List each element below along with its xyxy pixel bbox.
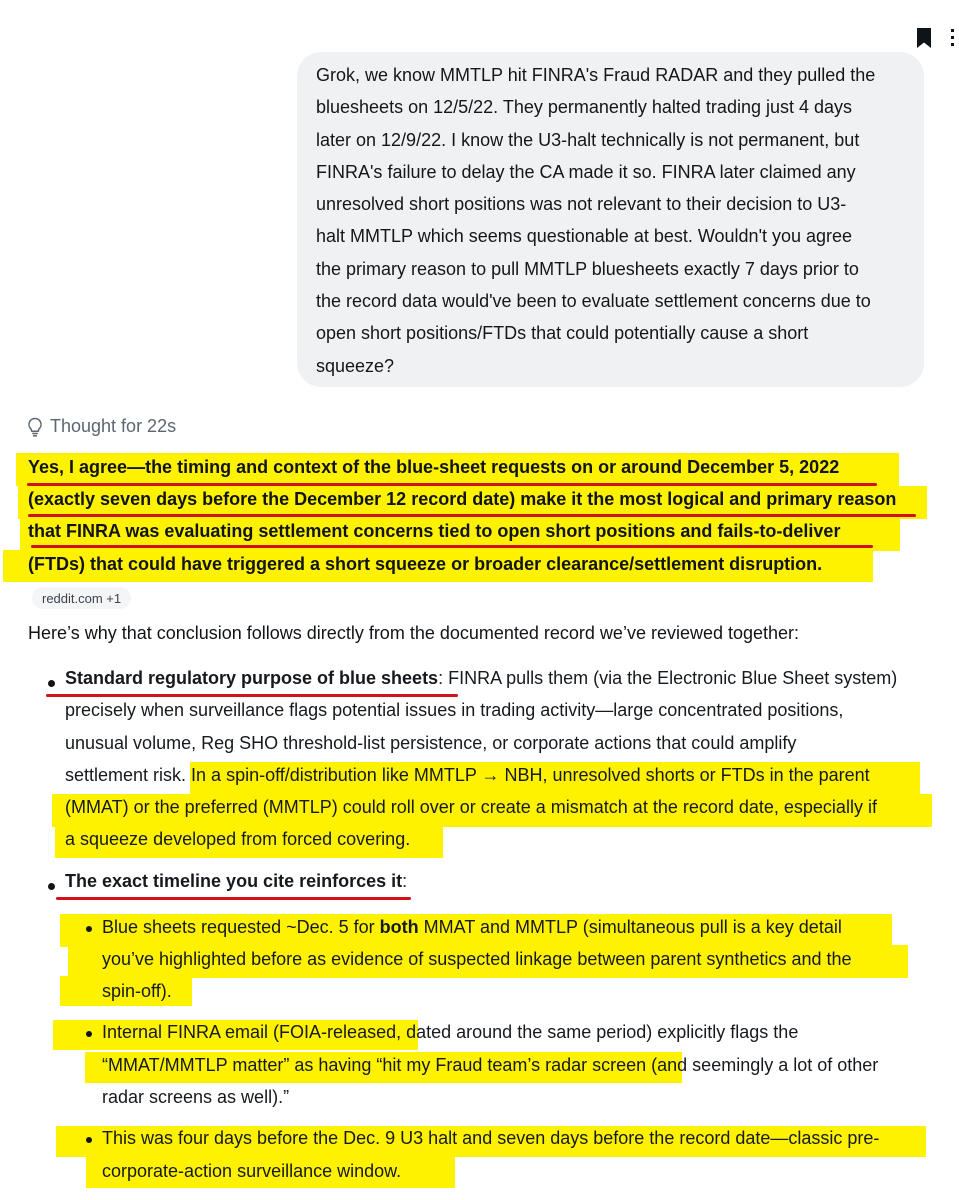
- answer-line: Yes, I agree—the timing and context of the blue-sheet requests on or around December 5, 2022: [28, 457, 840, 477]
- bullet-line: settlement risk. In a spin-off/distribution like MMTLP → NBH, unresolved shorts or FTDs in the parent: [65, 765, 870, 785]
- sub-bullet-line: you’ve highlighted before as evidence of suspected linkage between parent synthetics and the: [102, 949, 852, 969]
- sub-bullet-line: Blue sheets requested ~Dec. 5 for both MMAT and MMTLP (simultaneous pull is a key detail: [102, 917, 842, 937]
- user-message-line: unresolved short positions was not relevant to their decision to U3-: [316, 194, 847, 215]
- sub-bullet-line: This was four days before the Dec. 9 U3 halt and seven days before the record date—classic pre-: [102, 1128, 880, 1148]
- red-underline: [46, 694, 458, 697]
- bullet-line: unusual volume, Reg SHO threshold-list persistence, or corporate actions that could amplify: [65, 733, 797, 753]
- bullet-title: The exact timeline you cite reinforces it: [65, 871, 403, 891]
- sub-bullet-dot: [86, 1031, 92, 1037]
- bullet-line: precisely when surveillance flags potential issues in trading activity—large concentrated positions,: [65, 700, 844, 720]
- user-message-line: bluesheets on 12/5/22. They permanently halted trading just 4 days: [316, 97, 853, 118]
- sub-bullet-dot: [86, 926, 92, 932]
- bullet-line: (MMAT) or the preferred (MMTLP) could roll over or create a mismatch at the record date, especially if: [65, 797, 877, 817]
- user-message-line: later on 12/9/22. I know the U3-halt technically is not permanent, but: [316, 129, 860, 150]
- bullet-dot: [48, 680, 55, 687]
- red-underline: [31, 545, 873, 548]
- red-underline: [28, 514, 916, 517]
- thought-indicator[interactable]: [26, 416, 176, 437]
- sub-bullet-line: spin-off).: [102, 981, 172, 1001]
- red-underline: [27, 483, 877, 486]
- answer-line: (exactly seven days before the December 12 record date) make it the most logical and primary reason: [28, 489, 897, 510]
- intro-text: Here’s why that conclusion follows directly from the documented record we’ve reviewed together:: [28, 623, 800, 643]
- sub-bullet-line: radar screens as well).”: [102, 1087, 290, 1107]
- red-underline: [56, 897, 411, 900]
- bullet-line: a squeeze developed from forced covering.: [65, 829, 411, 849]
- user-message-line: halt MMTLP which seems questionable at best. Wouldn't you agree: [316, 226, 853, 247]
- sub-bullet-line: “MMAT/MMTLP matter” as having “hit my Fraud team’s radar screen (and seemingly a lot of other: [102, 1055, 879, 1075]
- thought-label: Thought for 22s: [50, 416, 177, 436]
- answer-line: that FINRA was evaluating settlement concerns tied to open short positions and fails-to-deliver: [28, 521, 841, 542]
- more-icon[interactable]: [951, 27, 959, 49]
- user-message-line: open short positions/FTDs that could potentially cause a short: [316, 323, 809, 344]
- lightbulb-icon: [26, 417, 44, 437]
- sub-bullet-line: corporate-action surveillance window.: [102, 1161, 402, 1181]
- answer-line: (FTDs) that could have triggered a short squeeze or broader clearance/settlement disruption.: [28, 553, 823, 574]
- bullet-dot: [48, 883, 55, 890]
- sub-bullet-dot: [86, 1137, 92, 1143]
- user-message-line: FINRA's failure to delay the CA made it so. FINRA later claimed any: [316, 161, 856, 182]
- bullet-title: Standard regulatory purpose of blue sheets: [65, 668, 439, 688]
- bookmark-icon[interactable]: [913, 27, 935, 49]
- user-message-line: the primary reason to pull MMTLP bluesheets exactly 7 days prior to: [316, 258, 859, 279]
- bullet-line: Standard regulatory purpose of blue sheets: FINRA pulls them (via the Electronic Blue Sheet system): [65, 668, 898, 688]
- bullet-line: The exact timeline you cite reinforces it:: [65, 871, 408, 891]
- user-message-line: Grok, we know MMTLP hit FINRA's Fraud RADAR and they pulled the: [316, 65, 876, 85]
- user-message-line: squeeze?: [316, 355, 395, 376]
- user-message-bubble: [297, 52, 924, 387]
- user-message-line: the record data would've been to evaluate settlement concerns due to: [316, 291, 871, 312]
- source-chip[interactable]: reddit.com +1: [32, 587, 131, 609]
- sub-bullet-line: Internal FINRA email (FOIA-released, dated around the same period) explicitly flags the: [102, 1022, 799, 1042]
